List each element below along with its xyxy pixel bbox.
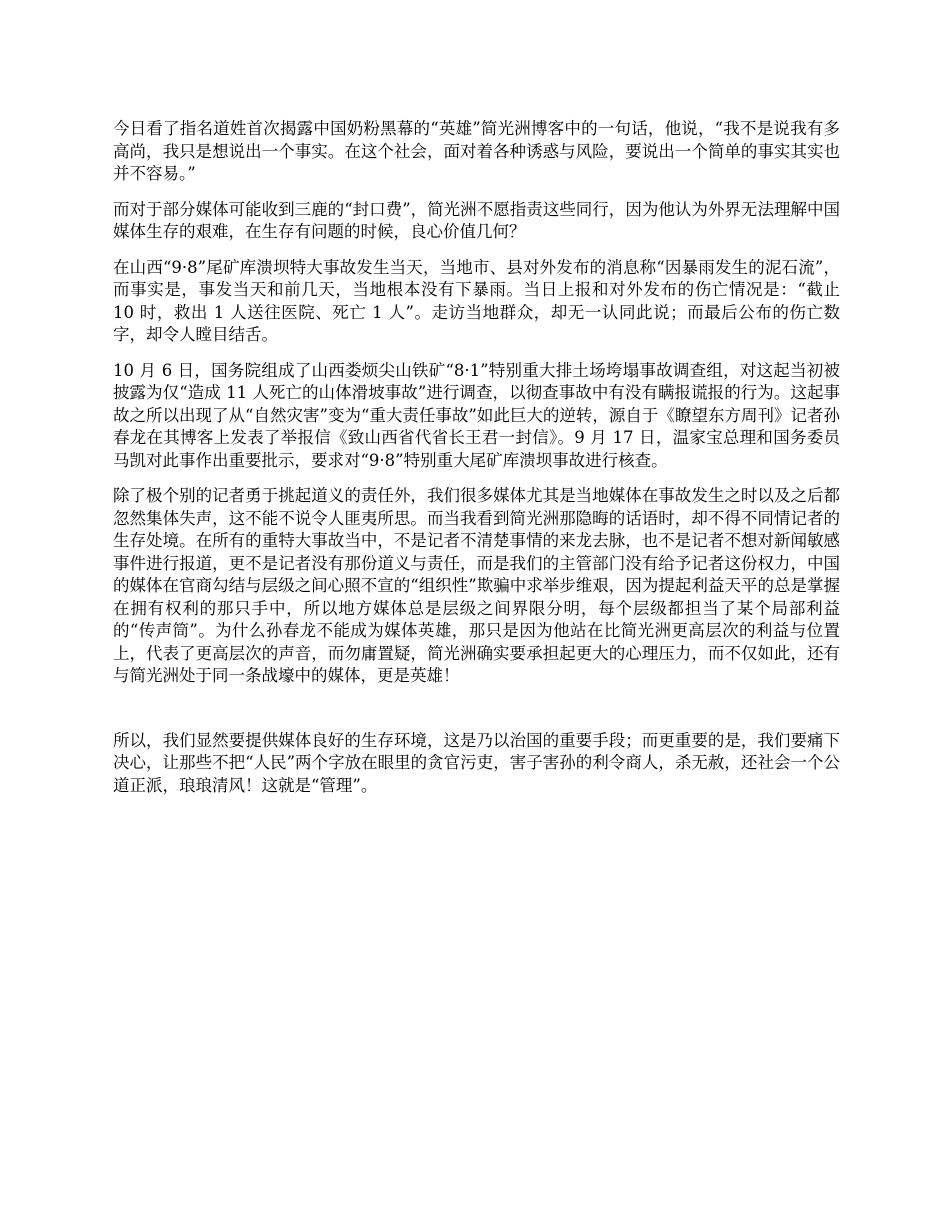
paragraph-2: 而对于部分媒体可能收到三鹿的“封口费”，简光洲不愿指责这些同行，因为他认为外界无法理解中国媒体生存的艰难，在生存有问题的时候，良心价值几何？ <box>113 199 840 241</box>
paragraph-5: 除了极个别的记者勇于挑起道义的责任外，我们很多媒体尤其是当地媒体在事故发生之时以及之后都忽然集体失声，这不能不说令人匪夷所思。而当我看到简光洲那隐晦的话语时，却不得不同情记者的生存处境。在所有的重特大事故当中，不是记者不清楚事情的来龙去脉，也不是记者不想对新闻敏感事件进行报道，更不是记者没有那份道义与责任，而是我们的主管部门没有给予记者这份权力，中国的媒体在官商勾结与层级之间心照不宣的“组织性”欺骗中求举步维艰，因为提起利益天平的总是掌握在拥有权利的那只手中，所以地方媒体总是层级之间界限分明，每个层级都担当了某个局部利益的“传声筒”。为什么孙春龙不能成为媒体英雄，那只是因为他站在比简光洲更高层次的利益与位置上，代表了更高层次的声音，而勿庸置疑，简光洲确实要承担起更大的心理压力，而不仅如此，还有与简光洲处于同一条战壕中的媒体，更是英雄！ <box>113 486 840 685</box>
paragraph-3: 在山西“9·8”尾矿库溃坝特大事故发生当天，当地市、县对外发布的消息称“因暴雨发生的泥石流”，而事实是，事发当天和前几天，当地根本没有下暴雨。当日上报和对外发布的伤亡情况是：“截止 10 时，救出 1 人送往医院、死亡 1 人”。走访当地群众，却无一认同此说；而最后公布的伤亡数字，却令人瞠目结舌。 <box>113 257 840 344</box>
paragraph-6: 所以，我们显然要提供媒体良好的生存环境，这是乃以治国的重要手段；而更重要的是，我们要痛下决心，让那些不把“人民”两个字放在眼里的贪官污吏，害子害孙的利令商人，杀无赦，还社会一个公道正派，琅琅清风！这就是“管理”。 <box>113 730 840 795</box>
paragraph-1: 今日看了指名道姓首次揭露中国奶粉黑幕的“英雄”简光洲博客中的一句话，他说，“我不是说我有多高尚，我只是想说出一个事实。在这个社会，面对着各种诱惑与风险，要说出一个简单的事实其实也并不容易。” <box>113 119 840 183</box>
paragraph-4: 10 月 6 日，国务院组成了山西娄烦尖山铁矿“8·1”特别重大排土场垮塌事故调查组，对这起当初被披露为仅“造成 11 人死亡的山体滑坡事故”进行调查，以彻查事故中有没有瞒报谎报的行为。这起事故之所以出现了从“自然灾害”变为“重大责任事故”如此巨大的逆转，源自于《瞭望东方周刊》记者孙春龙在其博客上发表了举报信《致山西省代省长王君一封信》。9 月 17 日，温家宝总理和国务委员马凯对此事作出重要批示，要求对“9·8”特别重大尾矿库溃坝事故进行核查。 <box>113 360 840 470</box>
document-body <box>113 118 840 810</box>
